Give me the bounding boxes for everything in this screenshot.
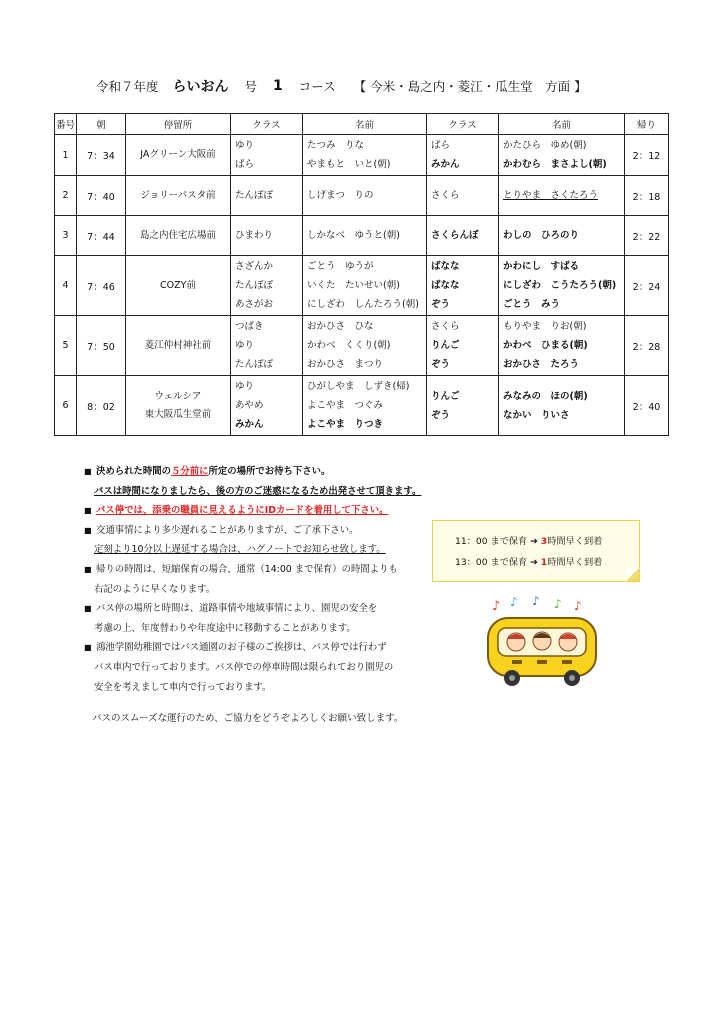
note-greeting-text: 鴻池学園幼稚園ではバス通園のお子様のご挨拶は、バス停では行わず	[95, 642, 387, 654]
svg-text:♪: ♪	[554, 597, 562, 611]
class-name: さくらんぼ	[431, 230, 479, 241]
class-name: りんご	[431, 340, 460, 351]
table-header-cell: 停留所	[126, 114, 231, 135]
name-cell	[499, 176, 625, 216]
note-departure	[84, 482, 444, 502]
class-cell	[427, 176, 499, 216]
stop-name	[126, 256, 231, 316]
name-cell	[303, 256, 427, 316]
memo-row-13-label: 13：00 まで保育	[455, 557, 528, 568]
bullet-square-icon: ■	[84, 643, 92, 653]
name-cell	[303, 176, 427, 216]
class-name: ばら	[431, 140, 451, 151]
child-name: しかなべ ゆうと(朝)	[307, 230, 400, 241]
note-stop-change-2	[84, 619, 444, 639]
note-return-time-text: 帰りの時間は、短縮保育の場合、通常（14:00 まで保育）の時間よりも	[95, 563, 398, 575]
child-name: かわべ ひまる(朝)	[503, 340, 588, 351]
svg-text:♪: ♪	[510, 596, 518, 609]
table-row	[55, 216, 669, 256]
memo-row-13-suffix: 時間早く到着	[547, 557, 603, 568]
title-num: 1	[273, 78, 283, 94]
memo-row-13	[455, 554, 602, 568]
morning-time: 7：46	[77, 256, 126, 316]
name-cell	[499, 256, 625, 316]
bullet-square-icon: ■	[84, 604, 92, 614]
table-header-cell: 朝	[77, 114, 126, 135]
child-name: ごとう みう	[503, 299, 561, 310]
morning-time: 7：40	[77, 176, 126, 216]
child-name: よこやま つぐみ	[307, 400, 384, 411]
stop-name	[126, 216, 231, 256]
table-row	[55, 256, 669, 316]
notes	[84, 462, 444, 697]
child-name: いくた たいせい(朝)	[307, 280, 400, 291]
class-name: ぞう	[431, 409, 451, 421]
note-stop-change-text: バス停の場所と時間は、道路事情や地域事情により、園児の安全を	[95, 603, 378, 615]
row-number: 1	[55, 135, 77, 176]
name-cell	[303, 216, 427, 256]
stop-name-line: ウェルシア	[154, 390, 202, 402]
svg-text:♪: ♪	[532, 596, 540, 608]
class-name: たんぽぽ	[235, 359, 274, 370]
class-cell	[427, 216, 499, 256]
return-time: 2：28	[625, 316, 669, 376]
title-route: らいおん	[172, 79, 229, 95]
return-time: 2：22	[625, 216, 669, 256]
name-cell	[303, 376, 427, 436]
bullet-square-icon: ■	[84, 467, 92, 476]
table-row	[55, 135, 669, 176]
child-name: にしざわ しんたろう(朝)	[307, 299, 419, 310]
note-greeting-text-2: バス車内で行っております。バス停での停車時間は限られており園児の	[94, 661, 394, 673]
school-bus-illustration-icon	[482, 596, 602, 688]
stop-name-line: JAグリーン大阪前	[140, 149, 216, 160]
note-greeting	[84, 638, 444, 658]
row-number: 5	[55, 316, 77, 376]
table-header-row	[55, 114, 669, 135]
class-cell	[231, 176, 303, 216]
table-header-cell: 帰り	[625, 114, 669, 135]
stop-name	[126, 176, 231, 216]
child-name: おかひさ たろう	[503, 359, 580, 370]
stop-name-line: 菱江仲村神社前	[144, 339, 212, 351]
child-name: ごとう ゆうが	[307, 261, 374, 272]
note-stop-change-text-2: 考慮の上、年度替わりや年度途中に移動することがあります。	[94, 622, 356, 634]
class-name: りんご	[431, 390, 460, 402]
note-traffic	[84, 521, 444, 541]
bullet-square-icon: ■	[84, 564, 92, 574]
child-name: しげまつ りの	[307, 190, 374, 201]
title-course: コース	[298, 79, 336, 94]
morning-time: 7：50	[77, 316, 126, 376]
memo-row-11	[455, 533, 602, 547]
svg-text:♪: ♪	[492, 599, 501, 614]
child-name: おかひさ まつり	[307, 359, 384, 370]
class-name: あさがお	[235, 299, 274, 310]
note-arrival-text-a: 決められた時間の	[95, 466, 171, 477]
row-number: 3	[55, 216, 77, 256]
page-title	[96, 76, 656, 96]
note-traffic-text: 交通事情により多少遅れることがありますが、ご了承下さい。	[95, 524, 359, 536]
class-name: みかん	[431, 159, 460, 170]
class-name: さくら	[431, 190, 460, 201]
bullet-square-icon: ■	[84, 525, 92, 535]
stop-name	[126, 316, 231, 376]
return-time: 2：24	[625, 256, 669, 316]
closing-text: バスのスムーズな運行のため、ご協力をどうぞよろしくお願い致します。	[92, 713, 404, 724]
title-era: 令和７年度	[96, 79, 159, 94]
class-name: ばなな	[431, 280, 460, 291]
child-name: かたひら ゆめ(朝)	[503, 140, 587, 151]
class-name: ひまわり	[235, 230, 274, 241]
class-name: たんぽぽ	[235, 190, 274, 201]
child-name: もりやま りお(朝)	[503, 321, 587, 332]
child-name: ひがしやま しずき(帰)	[307, 381, 410, 392]
child-name: みなみの ほの(朝)	[503, 390, 588, 402]
name-cell	[303, 135, 427, 176]
child-name: とりやま さくたろう	[503, 190, 599, 201]
return-time: 2：18	[625, 176, 669, 216]
class-name: ばら	[235, 159, 255, 170]
svg-text:♪: ♪	[574, 599, 582, 613]
note-arrival-highlight: ５分前に	[171, 466, 209, 477]
bullet-square-icon: ■	[84, 506, 92, 516]
bus-schedule-table	[54, 113, 669, 436]
class-name: ばなな	[431, 261, 460, 272]
table-row	[55, 316, 669, 376]
note-id-card	[84, 501, 444, 521]
memo-row-13-hours: 1	[540, 557, 548, 568]
class-cell	[231, 376, 303, 436]
name-cell	[303, 316, 427, 376]
row-number: 2	[55, 176, 77, 216]
note-return-time-text-2: 右記のように早くなります。	[94, 583, 216, 595]
table-header-cell: 番号	[55, 114, 77, 135]
table-header-cell: クラス	[231, 114, 303, 135]
class-name: ゆり	[235, 381, 255, 392]
note-departure-text: バスは時間になりましたら、後の方のご迷惑になるため出発させて頂きます。	[94, 485, 422, 497]
class-cell	[427, 135, 499, 176]
class-name: さくら	[431, 321, 460, 332]
stop-name	[126, 135, 231, 176]
class-name: つばき	[235, 321, 264, 332]
class-cell	[427, 316, 499, 376]
morning-time: 7：34	[77, 135, 126, 176]
child-name: にしざわ こうたろう(朝)	[503, 280, 617, 291]
child-name: かわにし すばる	[503, 261, 580, 272]
child-name: おかひさ ひな	[307, 321, 374, 332]
stop-name-line: COZY前	[160, 279, 196, 291]
child-name: かわべ くくり(朝)	[307, 340, 391, 351]
note-greeting-3	[84, 678, 444, 698]
note-return-time-2	[84, 580, 444, 600]
table-header-cell: 名前	[499, 114, 625, 135]
title-area: 【 今米・島之内・菱江・瓜生堂 方面 】	[353, 79, 587, 94]
note-arrival	[84, 462, 444, 482]
table-row	[55, 176, 669, 216]
morning-time: 8：02	[77, 376, 126, 436]
arrow-right-icon: ➔	[530, 536, 538, 547]
return-time: 2：40	[625, 376, 669, 436]
note-delay-text: 定刻より10分以上遅延する場合は、ハグノートでお知らせ致します。	[94, 544, 386, 556]
class-cell	[231, 316, 303, 376]
class-cell	[427, 256, 499, 316]
arrow-right-icon: ➔	[530, 557, 538, 568]
class-name: たんぽぽ	[235, 280, 274, 291]
row-number: 6	[55, 376, 77, 436]
name-cell	[499, 376, 625, 436]
memo-row-11-suffix: 時間早く到着	[547, 536, 603, 547]
child-name: よこやま りつき	[307, 419, 384, 430]
class-name: ぞう	[431, 359, 451, 370]
class-name: ゆり	[235, 140, 255, 151]
note-stop-change	[84, 599, 444, 619]
note-id-card-text: バス停では、添乗の職員に見えるようにIDカードを着用して下さい。	[95, 505, 389, 517]
class-name: ゆり	[235, 340, 255, 351]
return-time: 2：12	[625, 135, 669, 176]
class-name: さざんか	[235, 261, 274, 272]
row-number: 4	[55, 256, 77, 316]
class-name: ぞう	[431, 299, 451, 310]
name-cell	[499, 216, 625, 256]
child-name: かわむら まさよし(朝)	[503, 159, 607, 170]
early-arrival-memo	[432, 520, 640, 582]
class-cell	[427, 376, 499, 436]
class-name: あやめ	[235, 400, 264, 411]
table-row	[55, 376, 669, 436]
memo-fold-shadow	[626, 568, 639, 581]
class-cell	[231, 216, 303, 256]
child-name: やまもと いと(朝)	[307, 159, 391, 170]
stop-name-line: ジョリーパスタ前	[140, 189, 216, 201]
table-header-cell: 名前	[303, 114, 427, 135]
title-go: 号	[244, 79, 258, 94]
note-arrival-text-c: 所定の場所でお待ち下さい。	[208, 466, 331, 477]
name-cell	[499, 135, 625, 176]
note-greeting-text-3: 安全を考えまして車内で行っております。	[94, 681, 272, 693]
child-name: わしの ひろのり	[503, 230, 580, 241]
child-name: なかい りいさ	[503, 409, 570, 421]
note-return-time	[84, 560, 444, 580]
stop-name	[126, 376, 231, 436]
class-name: みかん	[235, 419, 264, 430]
stop-name-line: 島之内住宅広場前	[139, 229, 216, 241]
morning-time: 7：44	[77, 216, 126, 256]
child-name: たつみ りな	[307, 140, 365, 151]
memo-row-11-label: 11：00 まで保育	[455, 536, 528, 547]
stop-name-line: 東大阪瓜生堂前	[144, 408, 212, 420]
class-cell	[231, 256, 303, 316]
note-greeting-2	[84, 658, 444, 678]
class-cell	[231, 135, 303, 176]
name-cell	[499, 316, 625, 376]
memo-row-11-hours: 3	[540, 536, 548, 547]
table-header-cell: クラス	[427, 114, 499, 135]
note-delay	[84, 540, 444, 560]
